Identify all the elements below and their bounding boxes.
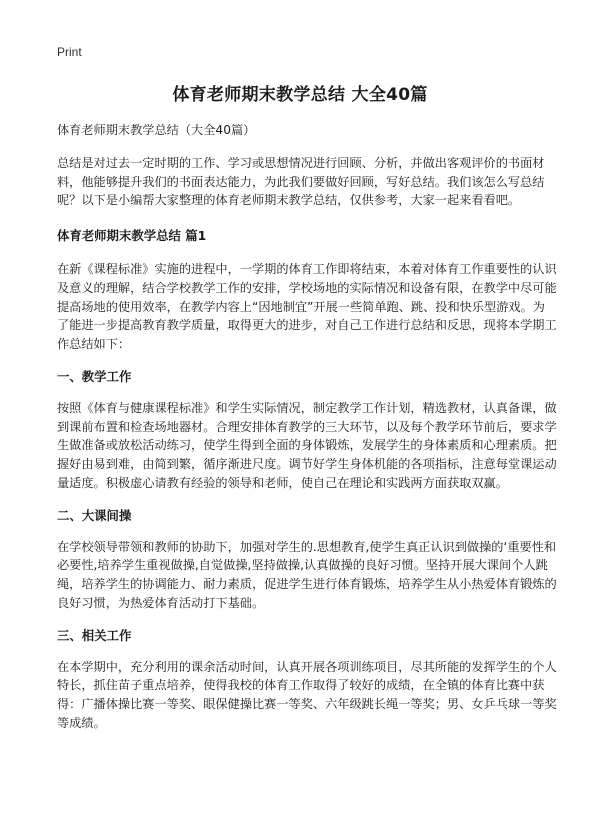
document-title: 体育老师期末教学总结 大全40篇	[172, 85, 428, 105]
print-link[interactable]: Print	[57, 45, 82, 59]
article-intro-paragraph: 在新《课程标准》实施的进程中，一学期的体育工作即将结束，本着对体育工作重要性的认识及意义的理解，结合学校教学工作的安排，学校场地的实际情况和设备有限，在教学中尽可能提高场地的使用效率，在教学内容上“因地制宜”开展一些简单跑、跳、投和快乐型游戏。为了能进一步提高教育教学质量，取得更大的进步，对自己工作进行总结和反思，现将本学期工作总结如下：	[57, 261, 557, 352]
section-heading-exercise: 二、大课间操	[57, 507, 132, 523]
document-subtitle: 体育老师期末教学总结（大全40篇）	[57, 123, 256, 137]
article-heading: 体育老师期末教学总结 篇1	[57, 228, 207, 244]
intro-paragraph: 总结是对过去一定时期的工作、学习或思想情况进行回顾、分析，并做出客观评价的书面材料，他能够提升我们的书面表达能力，为此我们要做好回顾，写好总结。我们该怎么写总结呢？以下是小编帮大家整理的体育老师期末教学总结，仅供参考，大家一起来看看吧。	[57, 155, 545, 208]
document-body	[57, 121, 557, 747]
section-heading-related: 三、相关工作	[57, 627, 132, 643]
section-text-teaching: 按照《体育与健康课程标准》和学生实际情况，制定教学工作计划，精选教材，认真备课，做到课前布置和检查场地器材。合理安排体育教学的三大环节，以及每个教学环节前后，要求学生做准备或放松活动练习，使学生得到全面的身体锻炼，发展学生的身体素质和心理素质。把握好由易到难，由简到繁，循序渐进尺度。调节好学生身体机能的各项指标，注意每堂课运动量适度。积极虚心请教有经验的领导和老师，使自己在理论和实践两方面获取双赢。	[57, 400, 557, 490]
section-text-exercise: 在学校领导带领和教师的协助下，加强对学生的.思想教育,使学生真正认识到做操的‘重要性和必要性,培养学生重视做操,自觉做操,坚持做操,认真做操的良好习惯。坚持开展大课间个人跳绳，培养学生的协调能力、耐力素质，促进学生进行体育锻炼，培养学生从小热爱体育锻炼的良好习惯，为热爱体育活动打下基础。	[57, 539, 557, 610]
section-text-related: 在本学期中，充分利用的课余活动时间，认真开展各项训练项目，尽其所能的发挥学生的个人特长，抓住苗子重点培养，使得我校的体育工作取得了较好的成绩，在全镇的体育比赛中获得：广播体操比赛一等奖、眼保健操比赛一等奖、六年级跳长绳一等奖；男、女乒乓球一等奖等成绩。	[57, 659, 557, 730]
section-heading-teaching: 一、教学工作	[57, 368, 132, 384]
